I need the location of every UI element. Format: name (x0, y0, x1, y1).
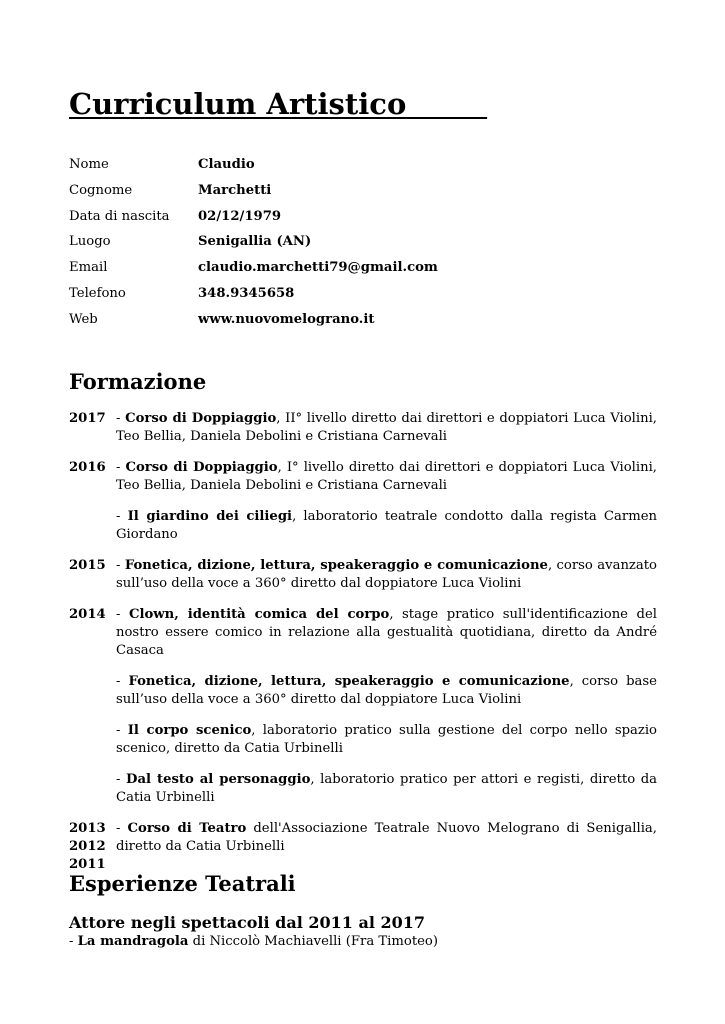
personal-row (69, 152, 657, 178)
personal-value: Marchetti (198, 182, 272, 198)
formazione-entry (69, 820, 657, 874)
personal-value: 348.9345658 (198, 285, 295, 301)
entry-items (116, 606, 657, 807)
entry-years (69, 820, 116, 874)
formazione-entry (69, 410, 657, 446)
entry-item (116, 771, 657, 807)
item-description: , stage pratico sull'identificazione del nostro essere comico in relazione alla gestualità quotidiana, diretto da André Casaca (116, 607, 657, 658)
item-title: Dal testo al personaggio (126, 772, 311, 787)
entry-year: 2016 (69, 460, 106, 475)
item-bullet: - (116, 674, 129, 689)
item-description: di Niccolò Machiavelli (Fra Timoteo) (188, 934, 439, 949)
entry-item (116, 606, 657, 660)
item-title: Fonetica, dizione, lettura, speakeraggio e comunicazione (128, 674, 570, 689)
entry-items (116, 410, 657, 446)
esperienze-heading: Esperienze Teatrali (69, 871, 296, 896)
item-description: dell'Associazione Teatrale Nuovo Melograno di Senigallia, diretto da Catia Urbinelli (116, 821, 657, 854)
personal-row (69, 255, 657, 281)
item-title: Il corpo scenico (127, 723, 252, 738)
entry-years (69, 459, 116, 544)
formazione-list (69, 410, 657, 887)
item-description: , laboratorio pratico per attori e registi, diretto da Catia Urbinelli (116, 772, 658, 805)
personal-row (69, 307, 657, 333)
entry-year: 2012 (69, 839, 106, 854)
item-bullet: - (116, 723, 128, 738)
item-bullet: - (69, 934, 78, 949)
item-description: , laboratorio pratico sulla gestione del corpo nello spazio scenico, diretto da Catia Urbinelli (116, 723, 657, 756)
item-description: , corso avanzato sull’uso della voce a 360° diretto dal doppiatore Luca Violini (116, 558, 657, 591)
entry-items (116, 459, 657, 544)
performance-item (69, 933, 438, 951)
item-title: Corso di Doppiaggio (125, 460, 278, 475)
item-title: La mandragola (77, 934, 189, 949)
formazione-heading: Formazione (69, 369, 207, 394)
personal-label: Web (69, 311, 98, 327)
item-bullet: - (116, 772, 127, 787)
formazione-entry (69, 606, 657, 807)
entry-year: 2017 (69, 411, 106, 426)
item-description: , corso base sull’uso della voce a 360° diretto dal doppiatore Luca Violini (116, 674, 657, 707)
entry-items (116, 820, 657, 874)
performance-list (69, 933, 438, 951)
formazione-entry (69, 459, 657, 544)
entry-item (116, 410, 657, 446)
personal-value: www.nuovomelograno.it (198, 311, 375, 327)
entry-item (116, 722, 657, 758)
item-title: Corso di Doppiaggio (125, 411, 277, 426)
page-title: Curriculum Artistico (69, 87, 488, 121)
personal-row (69, 281, 657, 307)
personal-row (69, 204, 657, 230)
entry-year: 2011 (69, 857, 106, 872)
item-description: , laboratorio teatrale condotto dalla regista Carmen Giordano (116, 509, 657, 542)
entry-item (116, 673, 657, 709)
item-description: , II° livello diretto dai direttori e doppiatori Luca Violini, Teo Bellia, Daniela Debolini e Cristiana Carnevali (116, 411, 657, 444)
personal-label: Nome (69, 157, 109, 172)
entry-item (116, 557, 657, 593)
item-bullet: - (116, 607, 129, 622)
entry-year: 2015 (69, 558, 106, 573)
personal-label: Luogo (69, 234, 111, 250)
item-bullet: - (116, 821, 128, 836)
personal-row (69, 178, 657, 204)
personal-value: Senigallia (AN) (198, 234, 312, 250)
item-title: Il giardino dei ciliegi (127, 509, 293, 524)
personal-label: Email (69, 260, 108, 276)
personal-value: claudio.marchetti79@gmail.com (198, 260, 438, 276)
item-description: , I° livello diretto dai direttori e doppiatori Luca Violini, Teo Bellia, Daniela Debolini e Cristiana Carnevali (116, 460, 657, 493)
entry-years (69, 410, 116, 446)
item-title: Fonetica, dizione, lettura, speakeraggio e comunicazione (124, 558, 548, 573)
esperienze-subheading: Attore negli spettacoli dal 2011 al 2017 (69, 913, 426, 932)
personal-label: Data di nascita (69, 208, 170, 224)
item-bullet: - (116, 411, 126, 426)
item-bullet: - (116, 460, 126, 475)
item-title: Corso di Teatro (127, 821, 247, 836)
entry-years (69, 557, 116, 593)
entry-item (116, 459, 657, 495)
item-bullet: - (116, 558, 125, 573)
personal-row (69, 229, 657, 255)
personal-label: Telefono (69, 285, 126, 301)
item-bullet: - (116, 509, 128, 524)
entry-item (116, 820, 657, 856)
entry-year: 2014 (69, 607, 106, 622)
entry-item (116, 508, 657, 544)
personal-value: 02/12/1979 (198, 208, 282, 224)
entry-years (69, 606, 116, 807)
personal-label: Cognome (69, 182, 133, 198)
personal-value: Claudio (198, 157, 255, 172)
entry-year: 2013 (69, 821, 106, 836)
formazione-entry (69, 557, 657, 593)
item-title: Clown, identità comica del corpo (129, 607, 390, 622)
entry-items (116, 557, 657, 593)
personal-info (69, 152, 657, 333)
